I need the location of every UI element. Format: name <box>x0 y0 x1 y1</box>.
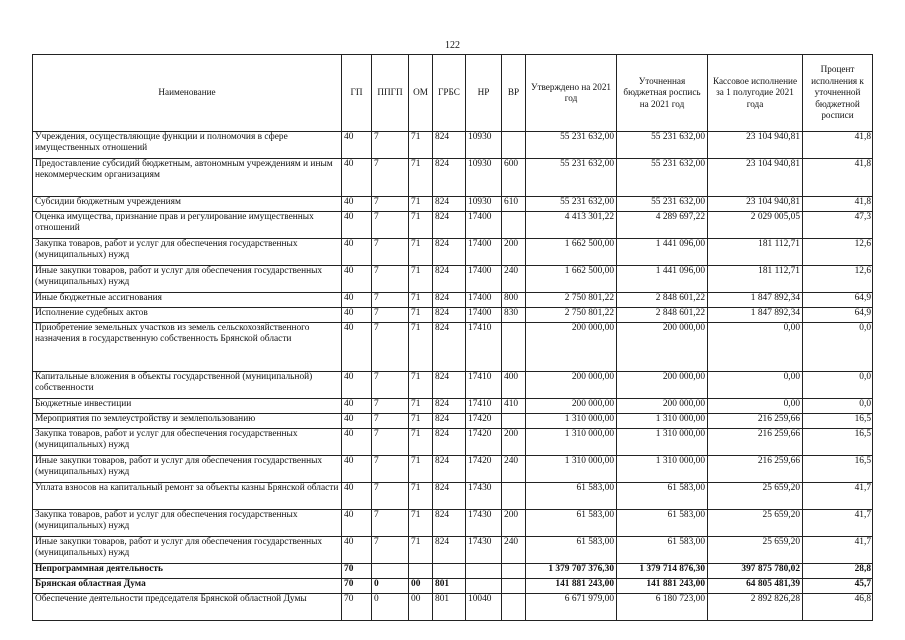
row-om: 71 <box>409 308 433 323</box>
row-np: 17410 <box>466 399 502 414</box>
row-ppgp: 7 <box>372 414 409 429</box>
row-vr <box>502 579 526 594</box>
row-grbs: 824 <box>433 293 466 308</box>
row-gp: 40 <box>342 308 372 323</box>
col-header-refined: Уточненная бюджетная роспись на 2021 год <box>617 55 708 132</box>
table-row <box>33 594 873 621</box>
row-name: Брянская областная Дума <box>33 579 342 594</box>
row-cash: 25 659,20 <box>708 510 803 537</box>
row-grbs: 824 <box>433 212 466 239</box>
table-row <box>33 537 873 564</box>
table-row <box>33 372 873 399</box>
row-name: Учреждения, осуществляющие функции и полномочия в сфере имущественных отношений <box>33 132 342 159</box>
row-cash: 23 104 940,81 <box>708 197 803 212</box>
row-approved: 2 750 801,22 <box>526 293 617 308</box>
row-approved: 4 413 301,22 <box>526 212 617 239</box>
row-grbs: 824 <box>433 323 466 372</box>
row-refined: 2 848 601,22 <box>617 293 708 308</box>
row-percent: 41,7 <box>803 510 873 537</box>
table-row <box>33 399 873 414</box>
row-om: 71 <box>409 323 433 372</box>
row-ppgp: 7 <box>372 372 409 399</box>
row-vr <box>502 132 526 159</box>
row-cash: 0,00 <box>708 399 803 414</box>
col-header-om: ОМ <box>409 55 433 132</box>
row-ppgp: 7 <box>372 456 409 483</box>
row-percent: 16,5 <box>803 456 873 483</box>
row-percent: 41,8 <box>803 132 873 159</box>
row-gp: 40 <box>342 429 372 456</box>
row-vr: 240 <box>502 456 526 483</box>
row-grbs: 824 <box>433 159 466 197</box>
row-ppgp: 7 <box>372 399 409 414</box>
row-percent: 41,8 <box>803 197 873 212</box>
row-ppgp: 7 <box>372 132 409 159</box>
row-np: 10040 <box>466 594 502 621</box>
row-gp: 40 <box>342 159 372 197</box>
row-percent: 46,8 <box>803 594 873 621</box>
row-vr <box>502 414 526 429</box>
row-om: 71 <box>409 159 433 197</box>
row-np: 17430 <box>466 537 502 564</box>
row-ppgp: 7 <box>372 429 409 456</box>
row-refined: 61 583,00 <box>617 510 708 537</box>
row-name: Уплата взносов на капитальный ремонт за объекты казны Брянской области <box>33 483 342 510</box>
row-vr <box>502 594 526 621</box>
row-refined: 1 441 096,00 <box>617 239 708 266</box>
row-percent: 0,0 <box>803 372 873 399</box>
row-om: 71 <box>409 372 433 399</box>
row-refined: 55 231 632,00 <box>617 159 708 197</box>
table-row <box>33 564 873 579</box>
row-refined: 4 289 697,22 <box>617 212 708 239</box>
row-gp: 40 <box>342 197 372 212</box>
row-grbs: 824 <box>433 414 466 429</box>
row-vr: 200 <box>502 429 526 456</box>
row-gp: 40 <box>342 266 372 293</box>
row-approved: 1 379 707 376,30 <box>526 564 617 579</box>
row-approved: 1 310 000,00 <box>526 429 617 456</box>
row-grbs: 824 <box>433 429 466 456</box>
row-cash: 1 847 892,34 <box>708 308 803 323</box>
row-refined: 55 231 632,00 <box>617 197 708 212</box>
row-vr: 830 <box>502 308 526 323</box>
row-vr: 200 <box>502 239 526 266</box>
row-percent: 45,7 <box>803 579 873 594</box>
row-om: 00 <box>409 594 433 621</box>
row-approved: 1 310 000,00 <box>526 456 617 483</box>
row-refined: 141 881 243,00 <box>617 579 708 594</box>
col-header-gp: ГП <box>342 55 372 132</box>
row-percent: 28,8 <box>803 564 873 579</box>
row-om: 71 <box>409 483 433 510</box>
row-vr: 410 <box>502 399 526 414</box>
row-om: 71 <box>409 510 433 537</box>
row-om: 71 <box>409 537 433 564</box>
table-header-row <box>33 55 873 132</box>
row-np: 10930 <box>466 159 502 197</box>
row-np: 17430 <box>466 483 502 510</box>
col-header-np: НР <box>466 55 502 132</box>
row-cash: 181 112,71 <box>708 239 803 266</box>
row-percent: 47,3 <box>803 212 873 239</box>
row-approved: 61 583,00 <box>526 483 617 510</box>
row-ppgp: 7 <box>372 483 409 510</box>
row-om: 71 <box>409 266 433 293</box>
table-row <box>33 456 873 483</box>
col-header-name: Наименование <box>33 55 342 132</box>
table-row <box>33 293 873 308</box>
row-cash: 216 259,66 <box>708 456 803 483</box>
row-cash: 64 805 481,39 <box>708 579 803 594</box>
row-ppgp: 7 <box>372 239 409 266</box>
row-om: 71 <box>409 132 433 159</box>
row-vr <box>502 483 526 510</box>
row-name: Предоставление субсидий бюджетным, автономным учреждениям и иным некоммерческим организациям <box>33 159 342 197</box>
row-gp: 70 <box>342 564 372 579</box>
row-grbs: 824 <box>433 372 466 399</box>
row-grbs: 824 <box>433 132 466 159</box>
row-gp: 40 <box>342 132 372 159</box>
row-om: 71 <box>409 414 433 429</box>
row-ppgp: 7 <box>372 266 409 293</box>
table-row <box>33 579 873 594</box>
row-name: Обеспечение деятельности председателя Брянской областной Думы <box>33 594 342 621</box>
row-gp: 40 <box>342 239 372 266</box>
row-ppgp: 7 <box>372 308 409 323</box>
row-percent: 12,6 <box>803 239 873 266</box>
table-row <box>33 239 873 266</box>
row-ppgp: 0 <box>372 579 409 594</box>
row-refined: 61 583,00 <box>617 483 708 510</box>
row-refined: 1 310 000,00 <box>617 414 708 429</box>
row-cash: 2 892 826,28 <box>708 594 803 621</box>
row-np <box>466 564 502 579</box>
row-percent: 12,6 <box>803 266 873 293</box>
row-ppgp: 7 <box>372 293 409 308</box>
row-approved: 141 881 243,00 <box>526 579 617 594</box>
row-name: Иные бюджетные ассигнования <box>33 293 342 308</box>
row-om: 71 <box>409 429 433 456</box>
row-refined: 200 000,00 <box>617 399 708 414</box>
row-ppgp: 7 <box>372 537 409 564</box>
row-cash: 216 259,66 <box>708 414 803 429</box>
row-np: 17420 <box>466 429 502 456</box>
table-row <box>33 197 873 212</box>
row-vr <box>502 564 526 579</box>
table-row <box>33 414 873 429</box>
row-approved: 61 583,00 <box>526 510 617 537</box>
row-np: 17400 <box>466 239 502 266</box>
col-header-percent: Процент исполнения к уточненной бюджетной росписи <box>803 55 873 132</box>
row-gp: 40 <box>342 414 372 429</box>
row-refined: 1 310 000,00 <box>617 456 708 483</box>
row-name: Субсидии бюджетным учреждениям <box>33 197 342 212</box>
row-refined: 1 379 714 876,30 <box>617 564 708 579</box>
row-percent: 0,0 <box>803 399 873 414</box>
row-om: 71 <box>409 212 433 239</box>
row-vr: 200 <box>502 510 526 537</box>
row-name: Капитальные вложения в объекты государственной (муниципальной) собственности <box>33 372 342 399</box>
row-name: Иные закупки товаров, работ и услуг для обеспечения государственных (муниципальных) нужд <box>33 537 342 564</box>
row-approved: 1 662 500,00 <box>526 239 617 266</box>
row-percent: 16,5 <box>803 414 873 429</box>
row-grbs: 824 <box>433 239 466 266</box>
row-np: 17400 <box>466 308 502 323</box>
row-cash: 23 104 940,81 <box>708 159 803 197</box>
row-refined: 55 231 632,00 <box>617 132 708 159</box>
row-om: 71 <box>409 456 433 483</box>
row-approved: 1 662 500,00 <box>526 266 617 293</box>
row-cash: 2 029 005,05 <box>708 212 803 239</box>
row-np: 17430 <box>466 510 502 537</box>
row-gp: 40 <box>342 372 372 399</box>
row-grbs: 824 <box>433 399 466 414</box>
row-om: 71 <box>409 293 433 308</box>
row-approved: 55 231 632,00 <box>526 197 617 212</box>
row-gp: 40 <box>342 212 372 239</box>
row-refined: 2 848 601,22 <box>617 308 708 323</box>
row-approved: 200 000,00 <box>526 399 617 414</box>
col-header-ppgp: ППГП <box>372 55 409 132</box>
row-name: Закупка товаров, работ и услуг для обеспечения государственных (муниципальных) нужд <box>33 429 342 456</box>
budget-table <box>32 54 873 621</box>
row-gp: 40 <box>342 399 372 414</box>
row-np: 17410 <box>466 372 502 399</box>
row-om: 71 <box>409 197 433 212</box>
row-refined: 61 583,00 <box>617 537 708 564</box>
row-cash: 25 659,20 <box>708 483 803 510</box>
table-row <box>33 323 873 372</box>
row-np <box>466 579 502 594</box>
row-om: 00 <box>409 579 433 594</box>
col-header-vr: ВР <box>502 55 526 132</box>
row-cash: 216 259,66 <box>708 429 803 456</box>
row-approved: 2 750 801,22 <box>526 308 617 323</box>
row-grbs: 824 <box>433 510 466 537</box>
row-vr: 240 <box>502 266 526 293</box>
row-om: 71 <box>409 239 433 266</box>
row-vr: 400 <box>502 372 526 399</box>
col-header-grbs: ГРБС <box>433 55 466 132</box>
row-approved: 200 000,00 <box>526 323 617 372</box>
row-name: Непрограммная деятельность <box>33 564 342 579</box>
row-percent: 64,9 <box>803 308 873 323</box>
row-np: 17400 <box>466 293 502 308</box>
row-cash: 181 112,71 <box>708 266 803 293</box>
row-ppgp: 7 <box>372 510 409 537</box>
row-name: Закупка товаров, работ и услуг для обеспечения государственных (муниципальных) нужд <box>33 510 342 537</box>
table-row <box>33 132 873 159</box>
row-grbs <box>433 564 466 579</box>
row-percent: 16,5 <box>803 429 873 456</box>
row-vr <box>502 212 526 239</box>
col-header-cash: Кассовое исполнение за 1 полугодие 2021 года <box>708 55 803 132</box>
row-name: Приобретение земельных участков из земель сельскохозяйственного назначения в государственную собственность Брянской области <box>33 323 342 372</box>
row-approved: 1 310 000,00 <box>526 414 617 429</box>
table-row <box>33 510 873 537</box>
row-cash: 0,00 <box>708 372 803 399</box>
row-refined: 200 000,00 <box>617 323 708 372</box>
row-gp: 40 <box>342 537 372 564</box>
table-row <box>33 429 873 456</box>
row-grbs: 824 <box>433 266 466 293</box>
col-header-approved: Утверждено на 2021 год <box>526 55 617 132</box>
row-approved: 61 583,00 <box>526 537 617 564</box>
row-grbs: 824 <box>433 197 466 212</box>
row-np: 17400 <box>466 212 502 239</box>
row-approved: 55 231 632,00 <box>526 159 617 197</box>
row-gp: 40 <box>342 456 372 483</box>
row-name: Мероприятия по землеустройству и землепользованию <box>33 414 342 429</box>
table-row <box>33 159 873 197</box>
page-number: 122 <box>445 40 460 51</box>
row-vr <box>502 323 526 372</box>
row-cash: 25 659,20 <box>708 537 803 564</box>
row-percent: 64,9 <box>803 293 873 308</box>
row-cash: 397 875 780,02 <box>708 564 803 579</box>
row-refined: 200 000,00 <box>617 372 708 399</box>
row-name: Иные закупки товаров, работ и услуг для обеспечения государственных (муниципальных) нужд <box>33 266 342 293</box>
row-ppgp: 7 <box>372 159 409 197</box>
row-ppgp: 7 <box>372 212 409 239</box>
row-refined: 1 310 000,00 <box>617 429 708 456</box>
row-gp: 40 <box>342 323 372 372</box>
row-om: 71 <box>409 399 433 414</box>
row-refined: 6 180 723,00 <box>617 594 708 621</box>
row-om <box>409 564 433 579</box>
row-grbs: 801 <box>433 594 466 621</box>
row-grbs: 801 <box>433 579 466 594</box>
row-name: Закупка товаров, работ и услуг для обеспечения государственных (муниципальных) нужд <box>33 239 342 266</box>
row-grbs: 824 <box>433 483 466 510</box>
row-gp: 40 <box>342 483 372 510</box>
row-name: Иные закупки товаров, работ и услуг для обеспечения государственных (муниципальных) нужд <box>33 456 342 483</box>
table-row <box>33 308 873 323</box>
row-name: Исполнение судебных актов <box>33 308 342 323</box>
row-percent: 41,7 <box>803 483 873 510</box>
row-refined: 1 441 096,00 <box>617 266 708 293</box>
row-approved: 55 231 632,00 <box>526 132 617 159</box>
row-name: Оценка имущества, признание прав и регулирование имущественных отношений <box>33 212 342 239</box>
row-grbs: 824 <box>433 456 466 483</box>
row-name: Бюджетные инвестиции <box>33 399 342 414</box>
row-ppgp: 7 <box>372 323 409 372</box>
row-percent: 0,0 <box>803 323 873 372</box>
row-np: 17420 <box>466 414 502 429</box>
row-percent: 41,7 <box>803 537 873 564</box>
row-gp: 40 <box>342 293 372 308</box>
row-cash: 0,00 <box>708 323 803 372</box>
row-np: 17410 <box>466 323 502 372</box>
table-row <box>33 266 873 293</box>
row-cash: 23 104 940,81 <box>708 132 803 159</box>
row-np: 17400 <box>466 266 502 293</box>
row-ppgp <box>372 564 409 579</box>
row-vr: 600 <box>502 159 526 197</box>
row-gp: 70 <box>342 579 372 594</box>
row-vr: 800 <box>502 293 526 308</box>
row-percent: 41,8 <box>803 159 873 197</box>
row-np: 17420 <box>466 456 502 483</box>
row-vr: 240 <box>502 537 526 564</box>
row-vr: 610 <box>502 197 526 212</box>
row-approved: 6 671 979,00 <box>526 594 617 621</box>
row-grbs: 824 <box>433 537 466 564</box>
row-grbs: 824 <box>433 308 466 323</box>
row-approved: 200 000,00 <box>526 372 617 399</box>
row-np: 10930 <box>466 132 502 159</box>
row-cash: 1 847 892,34 <box>708 293 803 308</box>
row-ppgp: 0 <box>372 594 409 621</box>
row-ppgp: 7 <box>372 197 409 212</box>
row-gp: 70 <box>342 594 372 621</box>
row-gp: 40 <box>342 510 372 537</box>
table-row <box>33 212 873 239</box>
row-np: 10930 <box>466 197 502 212</box>
table-row <box>33 483 873 510</box>
